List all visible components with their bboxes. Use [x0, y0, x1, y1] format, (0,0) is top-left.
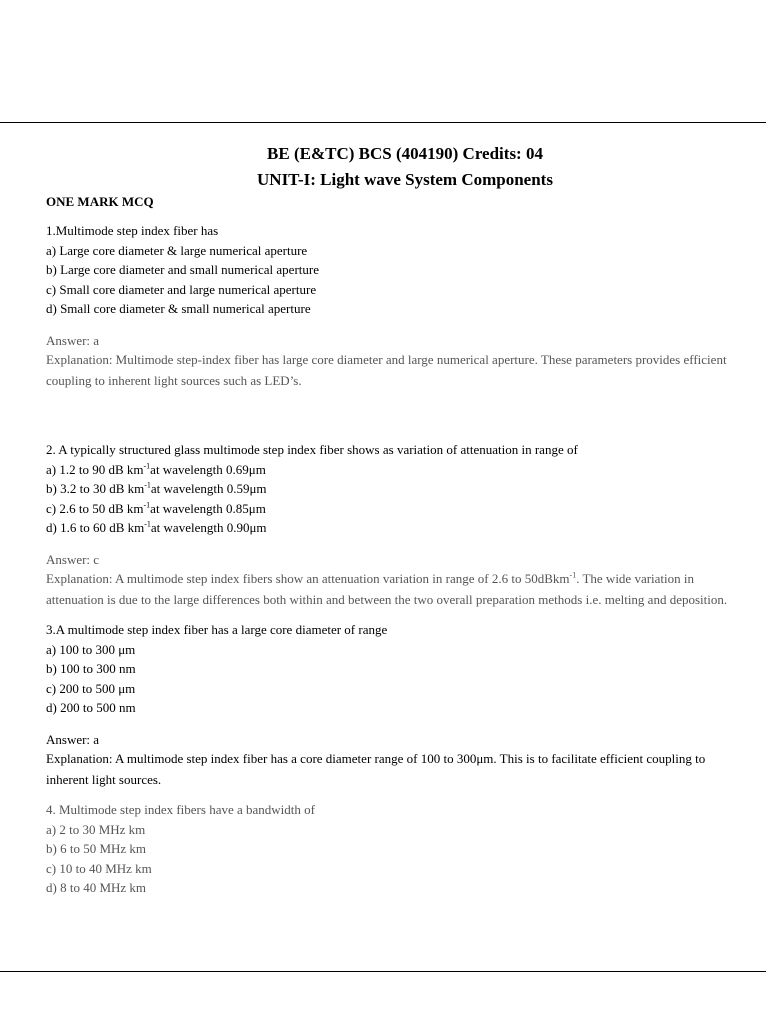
unit-title: UNIT-I: Light wave System Components: [257, 170, 553, 189]
question-4: [46, 800, 736, 898]
answer: Answer: c: [46, 551, 100, 567]
option-b: b) 6 to 50 MHz km: [46, 841, 147, 856]
explanation: Explanation: A multimode step index fiber has a core diameter range of 100 to 300μm. This is to facilitate efficient coupling to inherent light sources.: [46, 751, 706, 787]
option-a: a) Large core diameter & large numerical aperture: [46, 242, 308, 258]
option-a: a) 1.2 to 90 dB $km^{-1}at$ wavelength 0.69μm: [46, 461, 266, 477]
question-1: [46, 221, 736, 391]
option-a: a) 100 to 300 μm: [46, 641, 136, 657]
section-heading: ONE MARK MCQ: [46, 194, 154, 209]
question-2: [46, 440, 736, 610]
option-a: a) 2 to 30 MHz km: [46, 821, 146, 837]
option-c: c) 10 to 40 MHz km: [46, 860, 152, 876]
option-b: b) 3.2 to 30 dB $km^{-1}at$ wavelength 0.59μm: [46, 480, 267, 496]
explanation: Explanation: Multimode step-index fiber has large core diameter and large numerical aperture. These parameters provides efficient coupling to inherent light sources such as LED’s.: [46, 352, 727, 388]
course-title: BE (E&TC) BCS (404190) Credits: 04: [267, 144, 543, 163]
option-b: b) Large core diameter and small numerical aperture: [46, 262, 319, 277]
question-stem: 1.Multimode step index fiber has: [46, 223, 219, 238]
option-c: c) 200 to 500 μm: [46, 680, 136, 696]
bottom-divider: [0, 971, 766, 972]
question-stem: 2. A typically structured glass multimode step index fiber shows as variation of attenuation in range of: [46, 442, 578, 457]
explanation: Explanation: A multimode step index fibers show an attenuation variation in range of 2.6 to 50dBkm$^{-1}$. The wide variation in attenuation is due to the large differences both within and between the two overall preparation methods i.e. melting and deposition.: [46, 570, 728, 607]
answer: Answer: a: [46, 332, 100, 348]
top-divider: [0, 122, 766, 123]
question-stem: 3.A multimode step index fiber has a large core diameter of range: [46, 622, 388, 637]
document-body: [46, 141, 736, 898]
option-d: d) 8 to 40 MHz km: [46, 880, 147, 895]
question-stem: 4. Multimode step index fibers have a bandwidth of: [46, 802, 315, 817]
option-c: c) 2.6 to 50 dB $km^{-1}at$ wavelength 0.85μm: [46, 500, 266, 516]
option-d: d) 1.6 to 60 dB $km^{-1}at$ wavelength 0.90μm: [46, 519, 267, 535]
option-c: c) Small core diameter and large numerical aperture: [46, 281, 317, 297]
option-d: d) Small core diameter & small numerical aperture: [46, 301, 311, 316]
option-d: d) 200 to 500 nm: [46, 700, 136, 715]
question-3: [46, 620, 736, 790]
option-b: b) 100 to 300 nm: [46, 661, 136, 676]
answer: Answer: a: [46, 731, 100, 747]
